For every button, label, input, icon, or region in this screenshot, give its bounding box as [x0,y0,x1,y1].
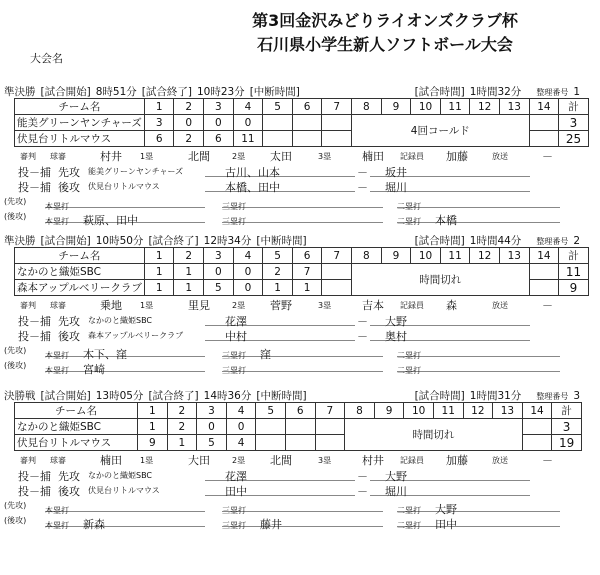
team-name: なかのと織姫SBC [15,419,138,435]
number-label: 整理番号 [536,392,569,401]
end-time: 14時36分 [203,390,252,402]
game-number: 1 [573,86,580,98]
inning-score [322,280,352,296]
duration-time: 1時間32分 [469,86,522,98]
end-time: 10時23分 [196,86,245,98]
end-time: 12時34分 [203,235,252,247]
scorer-label: 記録員 [400,456,424,465]
battery-dash: － [357,470,368,483]
third-base-label: 3塁 [318,456,332,465]
inning-score [285,419,315,435]
inning-score [263,115,293,131]
start-label: [試合開始] [40,390,91,402]
inning-score: 1 [292,280,322,296]
triples-label: 三塁打 [222,521,246,530]
inning-14 [522,419,552,435]
start-time: 10時50分 [95,235,144,247]
inning-header: 13 [499,248,529,264]
inning-header: 8 [352,248,382,264]
score-table [14,98,589,147]
home-runs-label: 本塁打 [45,366,69,375]
triples-label: 三塁打 [222,506,246,515]
suspend-label: [中断時間] [256,235,307,247]
scorer-name: 加藤 [446,454,468,467]
doubles-label: 二塁打 [397,217,421,226]
side-paren-label: (先攻) [4,197,27,206]
first-base-label: 1塁 [140,301,154,310]
team-total: 25 [559,131,589,147]
third-base-umpire: 吉本 [362,299,384,312]
umpire-label: 審判 [20,152,36,161]
first-base-label: 1塁 [140,456,154,465]
inning-score [315,435,345,451]
inning-score [322,131,352,147]
game-header-left [4,388,307,403]
team-row [15,115,589,131]
third-base-umpire: 楠田 [362,150,384,163]
header-row [15,99,589,115]
battery-label: 投－捕 [18,166,51,179]
inning-score [263,131,293,147]
score-table [14,247,589,296]
doubles-label: 二塁打 [397,366,421,375]
team-total: 11 [559,264,589,280]
team-col-header: チーム名 [15,403,138,419]
pitcher-names: 本橋、田中 [205,179,355,192]
game-header-right [415,388,580,403]
second-base-label: 2塁 [232,301,246,310]
inning-header: 12 [470,99,500,115]
inning-score: 5 [204,280,234,296]
home-runs-label: 本塁打 [45,506,69,515]
inning-score: 0 [233,115,263,131]
inning-header: 14 [522,403,552,419]
home-runs-line [45,194,205,211]
inning-header: 14 [529,99,559,115]
inning-header: 3 [204,99,234,115]
game-note: 4回コールド [352,115,530,147]
home-runs-names: 萩原、田中 [83,214,138,227]
doubles-label: 二塁打 [397,202,421,211]
scorer-name: 森 [446,299,457,312]
side-label: 後攻 [58,181,80,194]
plate-label: 球審 [50,456,66,465]
battery-label: 投－捕 [18,315,51,328]
side-paren-label: (先攻) [4,501,27,510]
end-label: [試合終了] [148,235,199,247]
number-label: 整理番号 [536,88,569,97]
battery-team: なかのと織姫SBC [88,471,153,480]
doubles-names: 本橋 [435,214,457,227]
inning-score [285,435,315,451]
doubles-label: 二塁打 [397,521,421,530]
scorer-label: 記録員 [400,301,424,310]
inning-score: 0 [204,264,234,280]
home-runs-names: 木下、窪 [83,348,127,361]
inning-score: 0 [174,115,204,131]
triples-label: 三塁打 [222,217,246,226]
inning-14 [529,264,559,280]
inning-score: 0 [226,419,256,435]
side-paren-label: (後攻) [4,212,27,221]
inning-score: 7 [292,264,322,280]
inning-header: 3 [197,403,227,419]
inning-score: 3 [144,115,174,131]
duration-time: 1時間31分 [469,390,522,402]
battery-dash: － [357,166,368,179]
round-label: 準決勝 [4,86,36,98]
inning-header: 8 [352,99,382,115]
inning-score: 0 [197,419,227,435]
team-name: 能美グリーンヤンチャーズ [15,115,145,131]
second-base-umpire: 太田 [270,150,292,163]
number-label: 整理番号 [536,237,569,246]
doubles-label: 二塁打 [397,351,421,360]
inning-header: 7 [322,99,352,115]
inning-score [292,131,322,147]
round-label: 準決勝 [4,235,36,247]
inning-score: 1 [174,264,204,280]
inning-header: 7 [322,248,352,264]
side-label: 後攻 [58,485,80,498]
duration-label: [試合時間] [414,390,465,402]
inning-header: 8 [345,403,375,419]
inning-score: 5 [197,435,227,451]
inning-14 [529,115,559,131]
team-total: 19 [552,435,582,451]
plate-umpire: 村井 [100,150,122,163]
triples-line [222,194,383,211]
battery-team: なかのと織姫SBC [88,316,153,325]
inning-header: 6 [285,403,315,419]
doubles-names: 田中 [435,518,457,531]
start-label: [試合開始] [40,235,91,247]
triples-line [222,498,383,515]
triples-names: 藤井 [260,518,282,531]
battery-label: 投－捕 [18,181,51,194]
title-line-1: 第3回金沢みどりライオンズクラブ杯 [252,11,518,30]
inning-header: 1 [144,248,174,264]
inning-header: 12 [470,248,500,264]
broadcast-name: － [542,299,553,312]
inning-14 [529,131,559,147]
battery-label: 投－捕 [18,330,51,343]
battery-dash: － [357,485,368,498]
inning-header: 13 [499,99,529,115]
plate-umpire: 乗地 [100,299,122,312]
title-line-2: 石川県小学生新人ソフトボール大会 [257,35,513,54]
inning-header: 10 [411,248,441,264]
start-time: 8時51分 [95,86,137,98]
inning-header: 5 [263,99,293,115]
third-base-umpire: 村井 [362,454,384,467]
side-label: 先攻 [58,166,80,179]
duration-time: 1時間44分 [469,235,522,247]
inning-header: 11 [440,248,470,264]
inning-header: 1 [144,99,174,115]
inning-header: 14 [529,248,559,264]
total-header: 計 [559,99,589,115]
team-col-header: チーム名 [15,248,145,264]
duration-label: [試合時間] [414,235,465,247]
second-base-umpire: 北間 [270,454,292,467]
battery-team: 能美グリーンヤンチャーズ [88,167,184,176]
doubles-line [397,513,560,531]
home-runs-label: 本塁打 [45,351,69,360]
inning-header: 2 [174,99,204,115]
side-label: 後攻 [58,330,80,343]
inning-14 [529,280,559,296]
game-section [0,84,600,227]
second-base-umpire: 菅野 [270,299,292,312]
inning-score: 2 [167,419,197,435]
inning-score: 6 [144,131,174,147]
battery-dash: － [357,315,368,328]
inning-header: 9 [381,248,411,264]
scorer-label: 記録員 [400,152,424,161]
catcher-names: 大野 [370,468,530,481]
broadcast-label: 放送 [492,301,508,310]
triples-line [222,358,383,375]
inning-score: 1 [263,280,293,296]
game-note: 時間切れ [345,419,523,451]
inning-header: 2 [167,403,197,419]
third-base-label: 3塁 [318,152,332,161]
inning-score [315,419,345,435]
side-label: 先攻 [58,315,80,328]
game-note: 時間切れ [352,264,530,296]
inning-score: 6 [204,131,234,147]
inning-score: 1 [138,419,168,435]
inning-header: 9 [381,99,411,115]
suspend-label: [中断時間] [256,390,307,402]
total-header: 計 [552,403,582,419]
home-runs-label: 本塁打 [45,521,69,530]
team-total: 3 [559,115,589,131]
battery-dash: － [357,330,368,343]
inning-header: 4 [233,248,263,264]
inning-header: 7 [315,403,345,419]
inning-header: 10 [404,403,434,419]
umpire-label: 審判 [20,301,36,310]
tournament-label: 大会名 [30,52,63,65]
home-runs-names: 宮崎 [83,363,105,376]
score-table [14,402,582,451]
plate-label: 球審 [50,301,66,310]
triples-label: 三塁打 [222,202,246,211]
doubles-label: 二塁打 [397,506,421,515]
team-name: 伏見台リトルマウス [15,131,145,147]
inning-header: 12 [463,403,493,419]
doubles-line [397,498,560,516]
game-section [0,388,600,531]
team-total: 9 [559,280,589,296]
triples-line [222,209,383,226]
inning-score: 1 [144,264,174,280]
inning-header: 4 [233,99,263,115]
triples-names: 窪 [260,348,271,361]
home-runs-label: 本塁打 [45,202,69,211]
team-row [15,264,589,280]
inning-header: 5 [256,403,286,419]
plate-umpire: 楠田 [100,454,122,467]
inning-score: 0 [204,115,234,131]
home-runs-names: 新森 [83,518,105,531]
game-header-left [4,84,300,99]
first-base-umpire: 里見 [188,299,210,312]
team-col-header: チーム名 [15,99,145,115]
inning-header: 3 [204,248,234,264]
inning-header: 5 [263,248,293,264]
inning-score: 1 [144,280,174,296]
total-header: 計 [559,248,589,264]
game-section [0,233,600,376]
inning-score [256,435,286,451]
inning-header: 11 [433,403,463,419]
inning-score: 11 [233,131,263,147]
end-label: [試合終了] [148,390,199,402]
inning-score [256,419,286,435]
inning-score [322,264,352,280]
inning-header: 6 [292,248,322,264]
inning-score: 2 [263,264,293,280]
doubles-line [397,343,560,360]
home-runs-label: 本塁打 [45,217,69,226]
header-row [15,248,589,264]
doubles-line [397,209,560,227]
pitcher-names: 田中 [205,483,355,496]
inning-header: 9 [374,403,404,419]
start-label: [試合開始] [40,86,91,98]
side-paren-label: (後攻) [4,516,27,525]
first-base-label: 1塁 [140,152,154,161]
broadcast-name: － [542,454,553,467]
inning-score [322,115,352,131]
inning-header: 1 [138,403,168,419]
game-header-left [4,233,307,248]
header-row [15,403,582,419]
catcher-names: 坂井 [370,164,530,177]
first-base-umpire: 北間 [188,150,210,163]
side-paren-label: (先攻) [4,346,27,355]
second-base-label: 2塁 [232,152,246,161]
battery-team: 伏見台リトルマウス [88,182,160,191]
first-base-umpire: 大田 [188,454,210,467]
pitcher-names: 中村 [205,328,355,341]
start-time: 13時05分 [95,390,144,402]
inning-score [292,115,322,131]
battery-dash: － [357,181,368,194]
inning-header: 11 [440,99,470,115]
side-paren-label: (後攻) [4,361,27,370]
duration-label: [試合時間] [414,86,465,98]
inning-score: 9 [138,435,168,451]
triples-line [222,343,383,361]
inning-header: 10 [411,99,441,115]
game-number: 2 [573,235,580,247]
team-row [15,419,582,435]
round-label: 決勝戦 [4,390,36,402]
home-runs-line [45,343,205,361]
pitcher-names: 花澤 [205,468,355,481]
inning-score: 0 [233,264,263,280]
umpire-label: 審判 [20,456,36,465]
pitcher-names: 花澤 [205,313,355,326]
game-number: 3 [573,390,580,402]
inning-header: 4 [226,403,256,419]
doubles-names: 大野 [435,503,457,516]
second-base-label: 2塁 [232,456,246,465]
doubles-line [397,358,560,375]
side-label: 先攻 [58,470,80,483]
doubles-line [397,194,560,211]
team-name: 森本アップルベリークラブ [15,280,145,296]
inning-score: 4 [226,435,256,451]
home-runs-line [45,498,205,515]
team-total: 3 [552,419,582,435]
battery-team: 森本アップルベリークラブ [88,331,184,340]
catcher-names: 堀川 [370,483,530,496]
battery-label: 投－捕 [18,470,51,483]
third-base-label: 3塁 [318,301,332,310]
inning-header: 6 [292,99,322,115]
inning-score: 0 [233,280,263,296]
home-runs-line [45,358,205,376]
inning-header: 13 [493,403,523,419]
broadcast-label: 放送 [492,152,508,161]
suspend-label: [中断時間] [249,86,300,98]
inning-score: 2 [174,131,204,147]
triples-label: 三塁打 [222,366,246,375]
team-name: 伏見台リトルマウス [15,435,138,451]
battery-team: 伏見台リトルマウス [88,486,160,495]
scorer-name: 加藤 [446,150,468,163]
inning-header: 2 [174,248,204,264]
triples-label: 三塁打 [222,351,246,360]
triples-line [222,513,383,531]
game-header-right [415,84,580,99]
catcher-names: 堀川 [370,179,530,192]
inning-score: 1 [167,435,197,451]
inning-score: 1 [174,280,204,296]
home-runs-line [45,209,205,227]
broadcast-label: 放送 [492,456,508,465]
game-header-right [415,233,580,248]
battery-label: 投－捕 [18,485,51,498]
catcher-names: 奥村 [370,328,530,341]
plate-label: 球審 [50,152,66,161]
pitcher-names: 古川、山本 [205,164,355,177]
team-name: なかのと織姫SBC [15,264,145,280]
home-runs-line [45,513,205,531]
catcher-names: 大野 [370,313,530,326]
end-label: [試合終了] [141,86,192,98]
inning-14 [522,435,552,451]
broadcast-name: － [542,150,553,163]
